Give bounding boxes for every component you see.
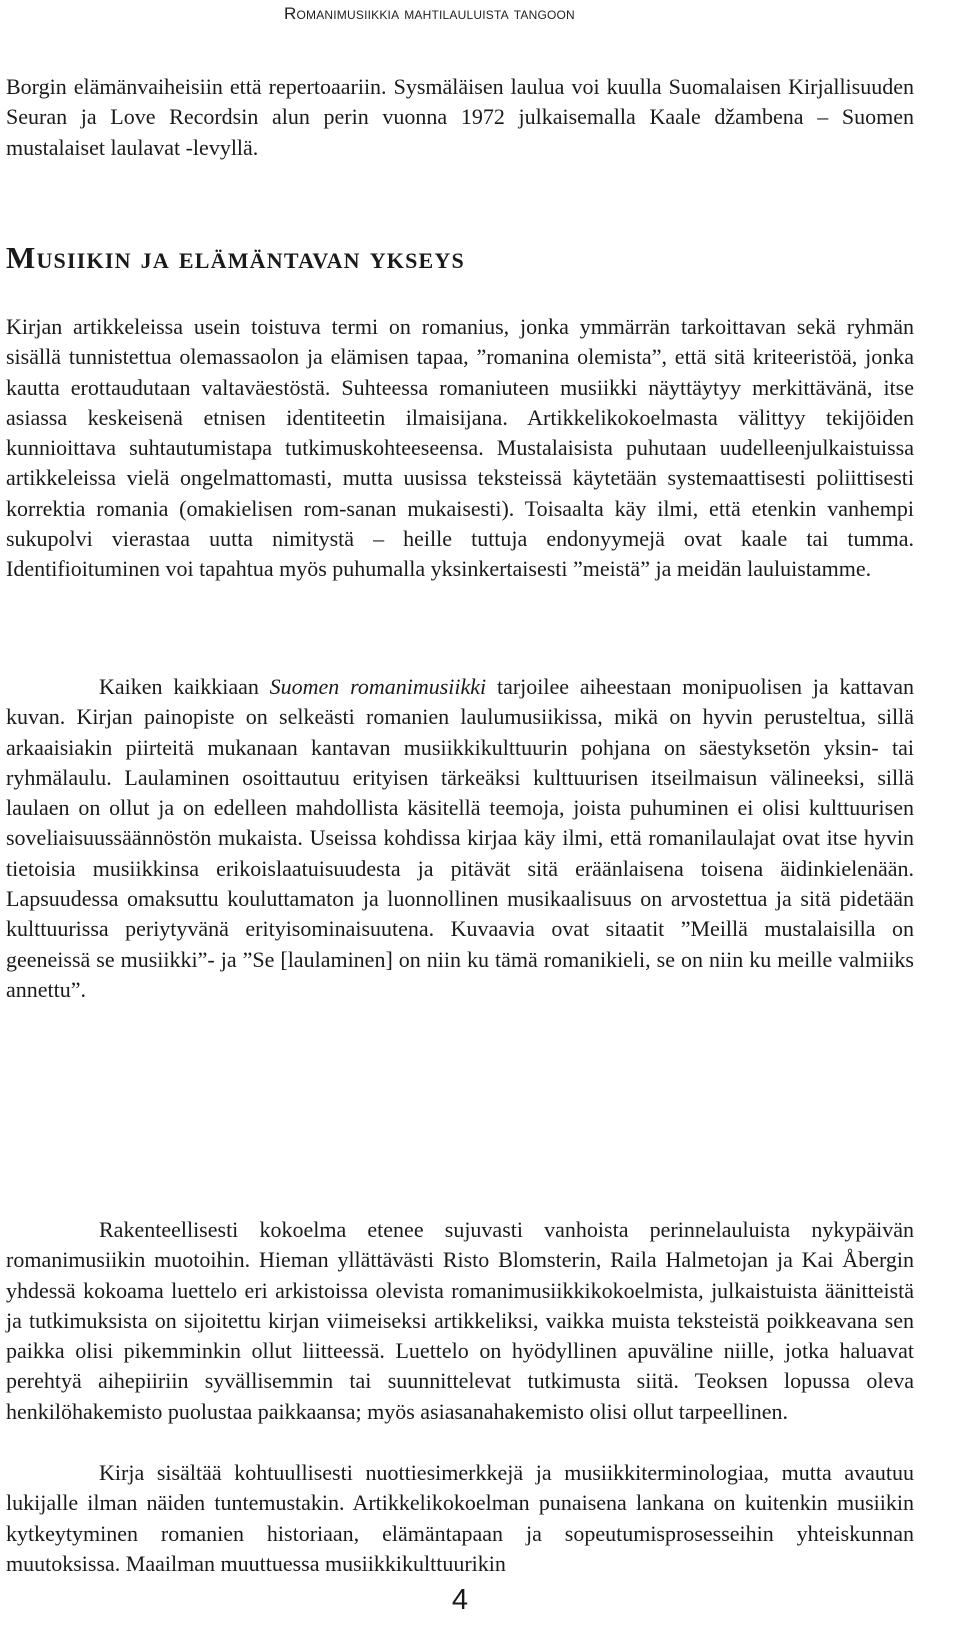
paragraph-2-rest: tarjoilee aiheestaan monipuolisen ja kattavan kuvan. Kirjan painopiste on selkeästi romanien laulumusiikissa, mikä on hyvin perusteltua, sillä arkaaisiakin piirteitä mukanaan kantavan musiikkikulttuurin pohjana on säestyksetön yksin- tai ryhmälaulu. Laulaminen osoittautuu erityisen tärkeäksi kulttuurisen itseilmaisun välineeksi, sillä laulaen on ollut ja on edelleen mahdollista käsitellä teemoja, joista puhuminen ei olisi kulttuurisen soveliaisuussäännöstön mukaista. Useissa kohdissa kirjaa käy ilmi, että romanilaulajat ovat itse hyvin tietoisia musiikkinsa erikoislaatuisuudesta ja pitävät sitä eräänlaisena toisena äidinkielenään. Lapsuudessa omaksuttu kouluttamaton ja luonnollinen musikaalisuus on arvostettua ja sitä pidetään kulttuurissa periytyvänä erityisominaisuutena. Kuvaavia ovat sitaatit ”Meillä mustalaisilla on geeneissä se musiikki”- ja ”Se [laulaminen] on niin ku tämä romanikieli, se on niin ku meille valmiiks annettu”. [6, 674, 914, 1002]
intro-paragraph: Borgin elämänvaiheisiin että repertoaariin. Sysmäläisen laulua voi kuulla Suomalaisen Kirjallisuuden Seuran ja Love Recordsin alun perin vuonna 1972 julkaisemalla Kaale džambena – Suomen mustalaiset laulavat -levyllä. [6, 74, 914, 160]
page-number: 4 [451, 1584, 469, 1616]
paragraph-2-lead: Kaiken kaikkiaan [99, 674, 270, 699]
book-title-italic: Suomen romanimusiikki [269, 674, 487, 699]
body-paragraph-1: Kirjan artikkeleissa usein toistuva termi on romanius, jonka ymmärrän tarkoittavan sekä ryhmän sisällä tunnistettua olemassaolon ja elämisen tapaa, ”romanina olemista”, että sitä kriteeristöä, jonka kautta erottaudutaan valtaväestöstä. Suhteessa romaniuteen musiikki näyttäytyy merkittävänä, itse asiassa keskeisenä etnisen identiteetin ilmaisijana. Artikkelikokoelmasta välittyy tekijöiden kunnioittava suhtautumistapa tutkimuskohteeseensa. Mustalaisista puhutaan uudelleenjulkaistuissa artikkeleissa vielä ongelmattomasti, mutta uusissa teksteissä käytetään systemaattisesti poliittisesti korrektia romania (omakielisen rom-sanan mukaisesti). Toisaalta käy ilmi, että etenkin vanhempi sukupolvi vierastaa uutta nimitystä – heille tuttuja endonyymejä ovat kaale tai tumma. Identifioituminen voi tapahtua myös puhumalla yksinkertaisesti ”meistä” ja meidän lauluistamme. [6, 314, 914, 582]
body-paragraph-2 [6, 672, 914, 1005]
running-head: Romanimusiikkia mahtilauluista tangoon [284, 4, 575, 23]
body-paragraph-3: Rakenteellisesti kokoelma etenee sujuvasti vanhoista perinnelauluista nykypäivän romanimusiikin muotoihin. Hieman yllättävästi Risto Blomsterin, Raila Halmetojan ja Kai Åbergin yhdessä kokoama luettelo eri arkistoissa olevista romanimusiikkikokoelmista, julkaistuista äänitteistä ja tutkimuksista on sijoitettu kirjan viimeiseksi artikkeliksi, vaikka muista teksteistä poikkeavana sen paikka olisi pikemminkin ollut liitteessä. Luettelo on hyödyllinen apuväline niille, jotka haluavat perehtyä aihepiiriin syvällisemmin tai suunnittelevat tutkimusta siitä. Teoksen lopussa oleva henkilöhakemisto puolustaa paikkaansa; myös asiasanahakemisto olisi ollut tarpeellinen. [6, 1217, 914, 1424]
section-heading: Musiikin ja elämäntavan ykseys [6, 240, 465, 275]
body-paragraph-4: Kirja sisältää kohtuullisesti nuottiesimerkkejä ja musiikkiterminologiaa, mutta avautuu lukijalle ilman näiden tuntemustakin. Artikkelikokoelman punaisena lankana on kuitenkin musiikin kytkeytyminen romanien historiaan, elämäntapaan ja sopeutumisprosesseihin yhteiskunnan muutoksissa. Maailman muuttuessa musiikkikulttuurikin [6, 1460, 914, 1576]
